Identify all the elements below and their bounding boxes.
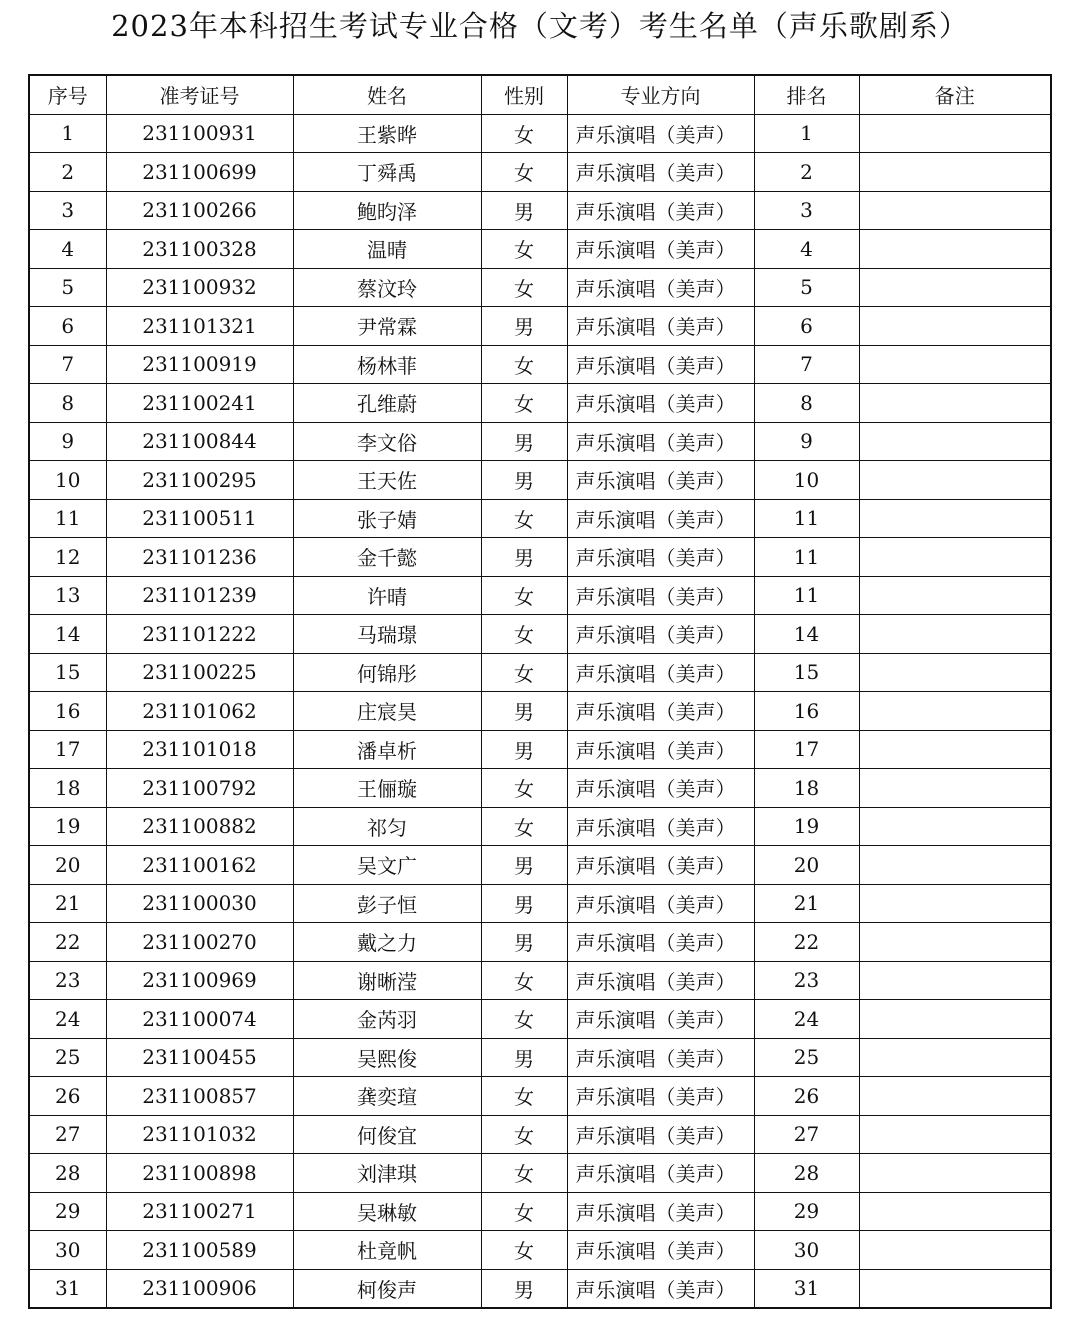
cell-rank: 28 xyxy=(754,1154,859,1193)
table-header-row xyxy=(29,75,1051,114)
cell-no: 13 xyxy=(29,576,106,615)
cell-name: 尹常霖 xyxy=(293,307,481,346)
cell-note xyxy=(859,153,1051,192)
table-row xyxy=(29,345,1051,384)
cell-note xyxy=(859,846,1051,885)
cell-note xyxy=(859,692,1051,731)
cell-gender: 男 xyxy=(481,846,567,885)
cell-no: 19 xyxy=(29,807,106,846)
cell-major: 声乐演唱（美声） xyxy=(567,268,754,307)
cell-name: 彭子恒 xyxy=(293,884,481,923)
cell-gender: 女 xyxy=(481,268,567,307)
cell-no: 29 xyxy=(29,1192,106,1231)
cell-no: 10 xyxy=(29,461,106,500)
cell-exam-id: 231101222 xyxy=(106,615,293,654)
cell-rank: 9 xyxy=(754,422,859,461)
table-row xyxy=(29,807,1051,846)
cell-exam-id: 231100241 xyxy=(106,384,293,423)
cell-name: 谢晰滢 xyxy=(293,961,481,1000)
table-row xyxy=(29,692,1051,731)
cell-major: 声乐演唱（美声） xyxy=(567,884,754,923)
cell-exam-id: 231101321 xyxy=(106,307,293,346)
cell-exam-id: 231100898 xyxy=(106,1154,293,1193)
cell-rank: 16 xyxy=(754,692,859,731)
cell-rank: 21 xyxy=(754,884,859,923)
cell-gender: 男 xyxy=(481,461,567,500)
cell-exam-id: 231100906 xyxy=(106,1269,293,1308)
table-row xyxy=(29,422,1051,461)
cell-note xyxy=(859,961,1051,1000)
cell-major: 声乐演唱（美声） xyxy=(567,384,754,423)
cell-rank: 10 xyxy=(754,461,859,500)
page-title: 2023年本科招生考试专业合格（文考）考生名单（声乐歌剧系） xyxy=(111,9,969,43)
cell-rank: 7 xyxy=(754,345,859,384)
table-row xyxy=(29,307,1051,346)
cell-gender: 女 xyxy=(481,384,567,423)
cell-note xyxy=(859,1192,1051,1231)
cell-major: 声乐演唱（美声） xyxy=(567,422,754,461)
cell-note xyxy=(859,230,1051,269)
cell-note xyxy=(859,345,1051,384)
cell-gender: 女 xyxy=(481,499,567,538)
cell-major: 声乐演唱（美声） xyxy=(567,807,754,846)
cell-rank: 2 xyxy=(754,153,859,192)
cell-rank: 19 xyxy=(754,807,859,846)
cell-exam-id: 231100969 xyxy=(106,961,293,1000)
cell-rank: 20 xyxy=(754,846,859,885)
cell-exam-id: 231100162 xyxy=(106,846,293,885)
cell-gender: 女 xyxy=(481,345,567,384)
cell-name: 杜竟帆 xyxy=(293,1231,481,1270)
cell-gender: 男 xyxy=(481,538,567,577)
cell-note xyxy=(859,268,1051,307)
cell-exam-id: 231100931 xyxy=(106,114,293,153)
cell-exam-id: 231100328 xyxy=(106,230,293,269)
cell-rank: 1 xyxy=(754,114,859,153)
cell-note xyxy=(859,1231,1051,1270)
cell-name: 吴熙俊 xyxy=(293,1038,481,1077)
cell-note xyxy=(859,1269,1051,1308)
cell-name: 刘津琪 xyxy=(293,1154,481,1193)
cell-no: 15 xyxy=(29,653,106,692)
cell-note xyxy=(859,1038,1051,1077)
cell-exam-id: 231100074 xyxy=(106,1000,293,1039)
cell-major: 声乐演唱（美声） xyxy=(567,1115,754,1154)
cell-exam-id: 231100266 xyxy=(106,191,293,230)
table-row xyxy=(29,1192,1051,1231)
column-header-name: 姓名 xyxy=(293,75,481,114)
cell-name: 王天佐 xyxy=(293,461,481,500)
cell-exam-id: 231100455 xyxy=(106,1038,293,1077)
cell-no: 6 xyxy=(29,307,106,346)
cell-gender: 女 xyxy=(481,807,567,846)
cell-gender: 女 xyxy=(481,114,567,153)
cell-major: 声乐演唱（美声） xyxy=(567,461,754,500)
cell-gender: 男 xyxy=(481,307,567,346)
cell-exam-id: 231100844 xyxy=(106,422,293,461)
cell-rank: 15 xyxy=(754,653,859,692)
table-row xyxy=(29,923,1051,962)
table-row xyxy=(29,191,1051,230)
cell-major: 声乐演唱（美声） xyxy=(567,730,754,769)
cell-name: 李文俗 xyxy=(293,422,481,461)
cell-major: 声乐演唱（美声） xyxy=(567,576,754,615)
cell-rank: 25 xyxy=(754,1038,859,1077)
cell-name: 鲍昀泽 xyxy=(293,191,481,230)
cell-no: 31 xyxy=(29,1269,106,1308)
cell-note xyxy=(859,191,1051,230)
cell-exam-id: 231100295 xyxy=(106,461,293,500)
cell-no: 26 xyxy=(29,1077,106,1116)
cell-name: 金千懿 xyxy=(293,538,481,577)
cell-gender: 女 xyxy=(481,153,567,192)
cell-name: 王紫晔 xyxy=(293,114,481,153)
cell-major: 声乐演唱（美声） xyxy=(567,615,754,654)
cell-gender: 女 xyxy=(481,615,567,654)
cell-no: 20 xyxy=(29,846,106,885)
cell-gender: 女 xyxy=(481,1077,567,1116)
table-row xyxy=(29,1154,1051,1193)
cell-major: 声乐演唱（美声） xyxy=(567,1154,754,1193)
cell-exam-id: 231100792 xyxy=(106,769,293,808)
cell-name: 何俊宜 xyxy=(293,1115,481,1154)
table-row xyxy=(29,1038,1051,1077)
cell-gender: 男 xyxy=(481,1269,567,1308)
cell-exam-id: 231100030 xyxy=(106,884,293,923)
cell-note xyxy=(859,923,1051,962)
cell-note xyxy=(859,538,1051,577)
cell-no: 22 xyxy=(29,923,106,962)
cell-note xyxy=(859,730,1051,769)
cell-major: 声乐演唱（美声） xyxy=(567,1269,754,1308)
table-row xyxy=(29,499,1051,538)
cell-gender: 男 xyxy=(481,692,567,731)
cell-exam-id: 231100271 xyxy=(106,1192,293,1231)
cell-gender: 女 xyxy=(481,769,567,808)
cell-no: 12 xyxy=(29,538,106,577)
cell-major: 声乐演唱（美声） xyxy=(567,114,754,153)
cell-exam-id: 231100589 xyxy=(106,1231,293,1270)
cell-gender: 男 xyxy=(481,422,567,461)
cell-rank: 11 xyxy=(754,576,859,615)
cell-name: 杨林菲 xyxy=(293,345,481,384)
cell-name: 何锦彤 xyxy=(293,653,481,692)
cell-exam-id: 231101062 xyxy=(106,692,293,731)
cell-note xyxy=(859,807,1051,846)
cell-exam-id: 231100919 xyxy=(106,345,293,384)
cell-name: 马瑞璟 xyxy=(293,615,481,654)
cell-rank: 8 xyxy=(754,384,859,423)
cell-major: 声乐演唱（美声） xyxy=(567,923,754,962)
cell-name: 王俪璇 xyxy=(293,769,481,808)
cell-name: 张子婧 xyxy=(293,499,481,538)
cell-rank: 31 xyxy=(754,1269,859,1308)
cell-note xyxy=(859,384,1051,423)
cell-note xyxy=(859,1115,1051,1154)
cell-rank: 6 xyxy=(754,307,859,346)
cell-rank: 27 xyxy=(754,1115,859,1154)
column-header-major: 专业方向 xyxy=(567,75,754,114)
cell-exam-id: 231100857 xyxy=(106,1077,293,1116)
cell-major: 声乐演唱（美声） xyxy=(567,769,754,808)
cell-note xyxy=(859,1077,1051,1116)
cell-gender: 女 xyxy=(481,1000,567,1039)
cell-no: 17 xyxy=(29,730,106,769)
cell-gender: 女 xyxy=(481,576,567,615)
cell-no: 1 xyxy=(29,114,106,153)
table-row xyxy=(29,1231,1051,1270)
cell-rank: 22 xyxy=(754,923,859,962)
table-row xyxy=(29,461,1051,500)
table-row xyxy=(29,730,1051,769)
cell-no: 3 xyxy=(29,191,106,230)
cell-exam-id: 231100932 xyxy=(106,268,293,307)
cell-name: 吴琳敏 xyxy=(293,1192,481,1231)
cell-major: 声乐演唱（美声） xyxy=(567,191,754,230)
cell-major: 声乐演唱（美声） xyxy=(567,230,754,269)
cell-rank: 5 xyxy=(754,268,859,307)
cell-major: 声乐演唱（美声） xyxy=(567,1000,754,1039)
cell-major: 声乐演唱（美声） xyxy=(567,153,754,192)
cell-note xyxy=(859,769,1051,808)
cell-note xyxy=(859,499,1051,538)
cell-name: 祁匀 xyxy=(293,807,481,846)
cell-note xyxy=(859,884,1051,923)
cell-major: 声乐演唱（美声） xyxy=(567,345,754,384)
cell-rank: 30 xyxy=(754,1231,859,1270)
cell-gender: 女 xyxy=(481,1231,567,1270)
cell-name: 丁舜禹 xyxy=(293,153,481,192)
cell-exam-id: 231100225 xyxy=(106,653,293,692)
cell-note xyxy=(859,576,1051,615)
cell-rank: 17 xyxy=(754,730,859,769)
cell-major: 声乐演唱（美声） xyxy=(567,961,754,1000)
table-row xyxy=(29,846,1051,885)
cell-no: 9 xyxy=(29,422,106,461)
cell-note xyxy=(859,461,1051,500)
cell-name: 戴之力 xyxy=(293,923,481,962)
cell-note xyxy=(859,422,1051,461)
cell-gender: 男 xyxy=(481,884,567,923)
cell-no: 18 xyxy=(29,769,106,808)
cell-gender: 男 xyxy=(481,1038,567,1077)
cell-no: 21 xyxy=(29,884,106,923)
cell-exam-id: 231100270 xyxy=(106,923,293,962)
table-row xyxy=(29,961,1051,1000)
table-row xyxy=(29,384,1051,423)
cell-no: 30 xyxy=(29,1231,106,1270)
cell-no: 5 xyxy=(29,268,106,307)
table-row xyxy=(29,884,1051,923)
cell-rank: 29 xyxy=(754,1192,859,1231)
cell-rank: 24 xyxy=(754,1000,859,1039)
cell-gender: 女 xyxy=(481,1115,567,1154)
cell-name: 许晴 xyxy=(293,576,481,615)
cell-no: 4 xyxy=(29,230,106,269)
table-row xyxy=(29,230,1051,269)
cell-name: 庄宸昊 xyxy=(293,692,481,731)
table-row xyxy=(29,538,1051,577)
table-row xyxy=(29,1269,1051,1308)
cell-exam-id: 231101239 xyxy=(106,576,293,615)
cell-major: 声乐演唱（美声） xyxy=(567,1077,754,1116)
table-row xyxy=(29,615,1051,654)
cell-gender: 女 xyxy=(481,1154,567,1193)
cell-no: 16 xyxy=(29,692,106,731)
cell-note xyxy=(859,1000,1051,1039)
cell-gender: 女 xyxy=(481,230,567,269)
table-row xyxy=(29,653,1051,692)
cell-major: 声乐演唱（美声） xyxy=(567,846,754,885)
cell-rank: 3 xyxy=(754,191,859,230)
cell-name: 蔡汶玲 xyxy=(293,268,481,307)
cell-rank: 18 xyxy=(754,769,859,808)
cell-no: 27 xyxy=(29,1115,106,1154)
column-header-gender: 性别 xyxy=(481,75,567,114)
cell-rank: 23 xyxy=(754,961,859,1000)
cell-exam-id: 231100511 xyxy=(106,499,293,538)
cell-gender: 女 xyxy=(481,1192,567,1231)
table-row xyxy=(29,114,1051,153)
cell-rank: 14 xyxy=(754,615,859,654)
column-header-note: 备注 xyxy=(859,75,1051,114)
table-row xyxy=(29,1077,1051,1116)
cell-exam-id: 231100882 xyxy=(106,807,293,846)
cell-rank: 26 xyxy=(754,1077,859,1116)
cell-no: 25 xyxy=(29,1038,106,1077)
table-body xyxy=(29,114,1051,1308)
cell-major: 声乐演唱（美声） xyxy=(567,307,754,346)
candidate-table xyxy=(28,74,1052,1309)
table-row xyxy=(29,268,1051,307)
cell-no: 24 xyxy=(29,1000,106,1039)
cell-note xyxy=(859,114,1051,153)
cell-no: 7 xyxy=(29,345,106,384)
table-row xyxy=(29,1115,1051,1154)
cell-exam-id: 231101236 xyxy=(106,538,293,577)
cell-major: 声乐演唱（美声） xyxy=(567,1231,754,1270)
cell-no: 2 xyxy=(29,153,106,192)
cell-rank: 11 xyxy=(754,499,859,538)
table-row xyxy=(29,1000,1051,1039)
cell-no: 23 xyxy=(29,961,106,1000)
cell-name: 金芮羽 xyxy=(293,1000,481,1039)
cell-gender: 男 xyxy=(481,923,567,962)
cell-rank: 4 xyxy=(754,230,859,269)
cell-gender: 男 xyxy=(481,730,567,769)
cell-major: 声乐演唱（美声） xyxy=(567,692,754,731)
cell-no: 8 xyxy=(29,384,106,423)
cell-major: 声乐演唱（美声） xyxy=(567,538,754,577)
cell-major: 声乐演唱（美声） xyxy=(567,1192,754,1231)
cell-name: 吴文广 xyxy=(293,846,481,885)
cell-exam-id: 231101018 xyxy=(106,730,293,769)
cell-no: 14 xyxy=(29,615,106,654)
cell-no: 11 xyxy=(29,499,106,538)
cell-note xyxy=(859,307,1051,346)
cell-major: 声乐演唱（美声） xyxy=(567,499,754,538)
column-header-no: 序号 xyxy=(29,75,106,114)
table-row xyxy=(29,769,1051,808)
cell-gender: 女 xyxy=(481,961,567,1000)
cell-gender: 男 xyxy=(481,191,567,230)
cell-name: 龚奕瑄 xyxy=(293,1077,481,1116)
cell-name: 孔维蔚 xyxy=(293,384,481,423)
table-row xyxy=(29,576,1051,615)
cell-no: 28 xyxy=(29,1154,106,1193)
column-header-rank: 排名 xyxy=(754,75,859,114)
cell-gender: 女 xyxy=(481,653,567,692)
column-header-exam-id: 准考证号 xyxy=(106,75,293,114)
cell-name: 温晴 xyxy=(293,230,481,269)
cell-major: 声乐演唱（美声） xyxy=(567,653,754,692)
table-row xyxy=(29,153,1051,192)
cell-note xyxy=(859,615,1051,654)
cell-name: 柯俊声 xyxy=(293,1269,481,1308)
cell-note xyxy=(859,653,1051,692)
cell-name: 潘卓析 xyxy=(293,730,481,769)
cell-note xyxy=(859,1154,1051,1193)
cell-exam-id: 231100699 xyxy=(106,153,293,192)
cell-exam-id: 231101032 xyxy=(106,1115,293,1154)
cell-rank: 11 xyxy=(754,538,859,577)
cell-major: 声乐演唱（美声） xyxy=(567,1038,754,1077)
